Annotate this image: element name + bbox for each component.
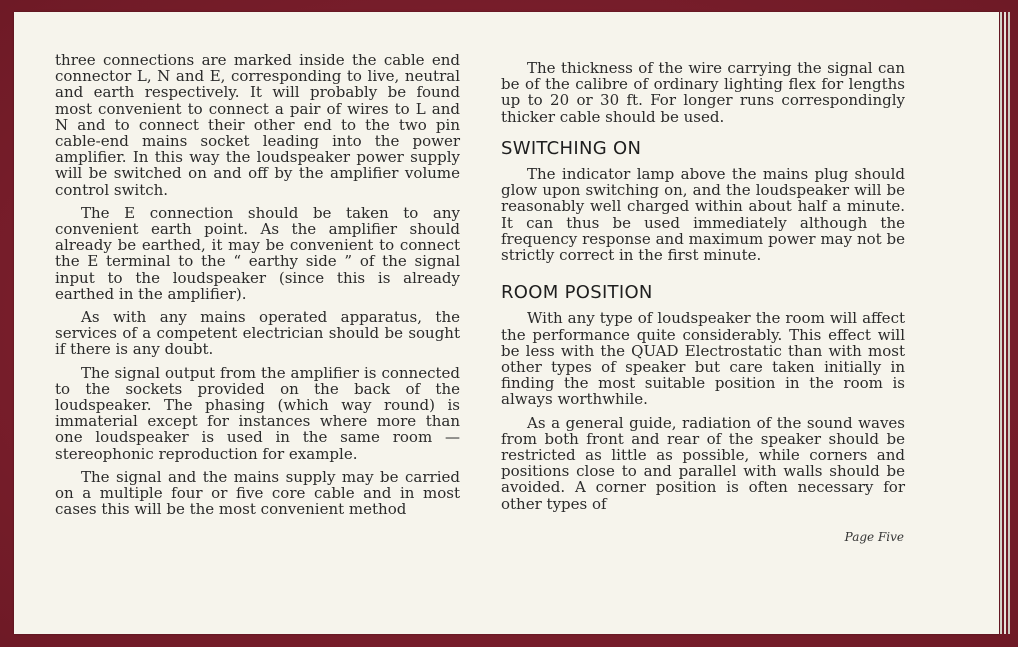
section-heading-room-position: ROOM POSITION	[501, 282, 653, 304]
paragraph: The E connection should be taken to any convenient earth point. As the amplifier should already be earthed, it may be convenient to connect the E terminal to the “ earthy side ” of the signal input to the loudspeaker (since this is already earthed in the amplifier).	[55, 203, 460, 303]
page-number: Page Five	[844, 530, 904, 544]
paragraph: three connections are marked inside the cable end connector L, N and E, corresponding to live, neutral and earth respectively. It will probably be found most convenient to connect a pair of wires to L and N and to connect their other end to the two pin cable-end mains socket leading into the power amplifier. In this way the loudspeaker power supply will be switched on and off by the amplifier volume control switch.	[55, 51, 460, 199]
paragraph: As a general guide, radiation of the sound waves from both front and rear of the speaker should be restricted as little as possible, while corners and positions close to and parallel with walls should be avoided. A corner position is often necessary for other types of	[501, 413, 905, 513]
left-column	[55, 52, 460, 524]
paragraph: The indicator lamp above the mains plug should glow upon switching on, and the loudspeaker will be reasonably well charged within about half a minute. It can thus be used immediately although the frequency response and maximum power may not be strictly correct in the first minute.	[501, 165, 905, 265]
page-edge	[1004, 12, 1006, 634]
page-edge	[1008, 12, 1010, 634]
paragraph: With any type of loudspeaker the room will affect the performance quite considerably. This effect will be less with the QUAD Electrostatic than with most other types of speaker but care taken initially in finding the most suitable position in the room is always worthwhile.	[501, 309, 905, 409]
paragraph: As with any mains operated apparatus, the services of a competent electrician should be sought if there is any doubt.	[55, 308, 460, 359]
paragraph: The signal and the mains supply may be carried on a multiple four or five core cable and in most cases this will be the most convenient method	[55, 467, 460, 519]
section-heading-switching-on: SWITCHING ON	[501, 137, 642, 159]
paragraph: The signal output from the amplifier is connected to the sockets provided on the back of the loudspeaker. The phasing (which way round) is immaterial except for instances where more than one loudspeaker is used in the same room — stereophonic reproduction for example.	[55, 363, 460, 463]
right-column	[501, 60, 905, 519]
page-edge	[1000, 12, 1002, 634]
paragraph: The thickness of the wire carrying the signal can be of the calibre of ordinary lighting flex for lengths up to 20 or 30 ft. For longer runs correspondingly thicker cable should be used.	[501, 59, 905, 126]
